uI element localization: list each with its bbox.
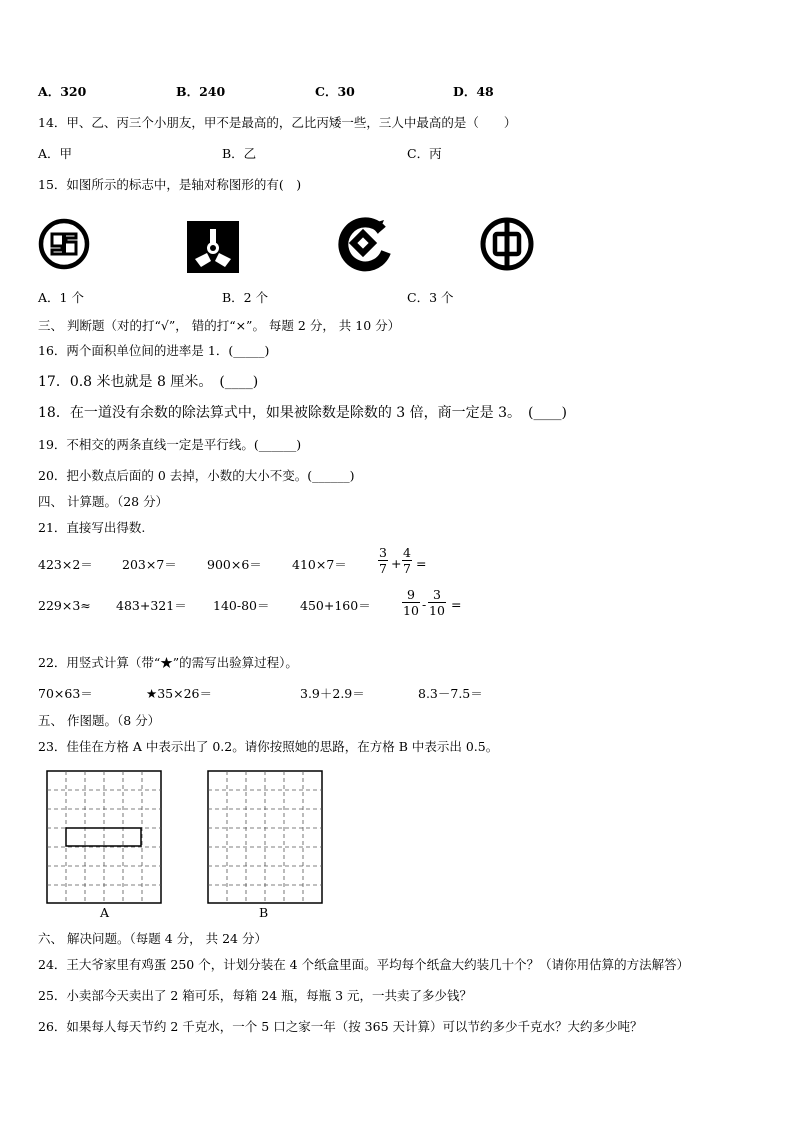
- fraction-4-7: 4 7: [403, 545, 411, 576]
- q21-r2-4: 450+160＝: [300, 598, 371, 613]
- fraction-3-7: 3 7: [379, 545, 387, 576]
- q15-option-a: A．1 个: [38, 290, 84, 305]
- section-3-heading: 三、 判断题（对的打“√”， 错的打“×”。 每题 2 分， 共 10 分）: [38, 318, 401, 333]
- q13-option-a: A．320: [38, 84, 87, 99]
- icbc-logo-icon: [38, 218, 90, 270]
- judge-19: 19．不相交的两条直线一定是平行线。(______): [38, 437, 302, 452]
- q21-r2-2: 483+321＝: [116, 598, 187, 613]
- fraction-3-10: 3 10: [429, 587, 445, 618]
- judge-18: 18．在一道没有余数的除法算式中，如果被除数是除数的 3 倍，商一定是 3。 (____): [38, 405, 567, 421]
- boc-logo-icon: [336, 216, 392, 272]
- q22-item-4: 8.3－7.5＝: [418, 686, 483, 701]
- grid-b-label: B: [259, 905, 269, 920]
- q14-option-a: A．甲: [38, 146, 73, 161]
- q23-stem: 23．佳佳在方格 A 中表示出了 0.2。请你按照她的思路，在方格 B 中表示出 0.5。: [38, 739, 499, 754]
- section-6-heading: 六、 解决问题。（每题 4 分， 共 24 分）: [38, 931, 267, 946]
- q21-r1-3: 900×6＝: [207, 557, 262, 572]
- abc-logo-icon: [479, 216, 535, 272]
- fraction-9-10: 9 10: [403, 587, 419, 618]
- grid-a: [46, 770, 162, 904]
- q22-item-1: 70×63＝: [38, 686, 93, 701]
- q13-option-b: B．240: [176, 84, 226, 99]
- judge-17: 17．0.8 米也就是 8 厘米。 (____): [38, 374, 259, 390]
- problem-25: 25．小卖部今天卖出了 2 箱可乐，每箱 24 瓶，每瓶 3 元，一共卖了多少钱？: [38, 988, 473, 1003]
- judge-16: 16．两个面积单位间的进率是 1．(_____): [38, 343, 270, 358]
- q14-option-c: C．丙: [407, 146, 442, 161]
- section-4-heading: 四、 计算题。（28 分）: [38, 494, 169, 509]
- q21-r2-1: 229×3≈: [38, 598, 91, 613]
- q21-stem: 21．直接写出得数.: [38, 520, 146, 535]
- q21-r1-1: 423×2＝: [38, 557, 93, 572]
- grid-a-label: A: [100, 905, 110, 920]
- equals-sign: =: [451, 597, 462, 612]
- section-5-heading: 五、 作图题。（8 分）: [38, 713, 161, 728]
- judge-20: 20．把小数点后面的 0 去掉，小数的大小不变。(______): [38, 468, 355, 483]
- minus-sign: -: [422, 597, 427, 612]
- q21-r1-2: 203×7＝: [122, 557, 177, 572]
- q22-item-2: ★35×26＝: [146, 686, 212, 701]
- ccb-logo-icon: [187, 221, 239, 273]
- q21-r1-4: 410×7＝: [292, 557, 347, 572]
- q22-item-3: 3.9＋2.9＝: [300, 686, 365, 701]
- q15-option-b: B．2 个: [222, 290, 269, 305]
- equals-sign: =: [416, 556, 427, 571]
- q14-stem: 14．甲、乙、丙三个小朋友，甲不是最高的，乙比丙矮一些，三人中最高的是（ ）: [38, 115, 517, 130]
- q13-option-c: C．30: [315, 84, 355, 99]
- q14-option-b: B．乙: [222, 146, 257, 161]
- grid-a-shaded-region: [66, 828, 141, 846]
- problem-24: 24．王大爷家里有鸡蛋 250 个，计划分装在 4 个纸盒里面。平均每个纸盒大约装几十个？（请你用估算的方法解答）: [38, 957, 690, 972]
- q15-option-c: C．3 个: [407, 290, 454, 305]
- q13-option-d: D．48: [453, 84, 494, 99]
- q21-r2-3: 140-80＝: [213, 598, 270, 613]
- plus-sign: +: [391, 556, 402, 571]
- q22-stem: 22．用竖式计算（带“★”的需写出验算过程）。: [38, 655, 298, 670]
- grid-b[interactable]: [207, 770, 323, 904]
- q15-stem: 15．如图所示的标志中，是轴对称图形的有( ): [38, 177, 302, 192]
- problem-26: 26．如果每人每天节约 2 千克水，一个 5 口之家一年（按 365 天计算）可以节约多少千克水？大约多少吨？: [38, 1019, 643, 1034]
